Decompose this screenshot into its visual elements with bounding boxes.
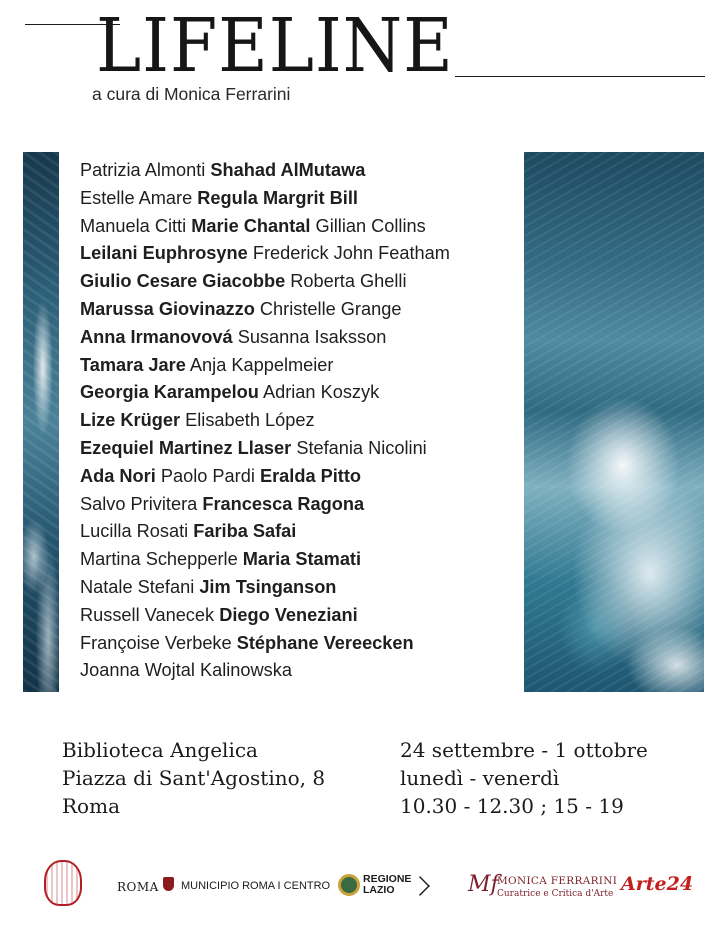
artist-name: Susanna Isaksson (237, 326, 387, 347)
artist-name: Giulio Cesare Giacobbe (80, 271, 286, 292)
artist-name: Lucilla Rosati (80, 521, 189, 542)
regione-line-2: LAZIO (363, 884, 395, 896)
artist-line (80, 491, 450, 519)
roma-shield-icon (163, 877, 174, 891)
artist-name: Marie Chantal (191, 215, 311, 236)
artist-name: Diego Veneziani (219, 604, 358, 625)
artist-line (80, 574, 450, 602)
opening-hours: 10.30 - 12.30 ; 15 - 19 (400, 794, 624, 818)
artist-line (80, 268, 450, 296)
artist-name: Joanna Wojtal Kalinowska (80, 660, 292, 681)
exhibition-title: LIFELINE (96, 3, 454, 89)
artist-line (80, 157, 450, 185)
artist-line (80, 296, 450, 324)
artist-line (80, 602, 450, 630)
artist-line (80, 630, 450, 658)
roma-logo: ROMA (117, 880, 159, 894)
sea-photo-strip-left (23, 152, 59, 692)
artist-name: Eralda Pitto (259, 465, 362, 486)
artist-name: Francesca Ragona (202, 493, 365, 514)
artist-name: Roberta Ghelli (290, 271, 407, 292)
artist-name: Paolo Pardi (160, 465, 255, 486)
artist-line (80, 435, 450, 463)
biblioteca-crest-icon (44, 860, 82, 906)
artist-line (80, 546, 450, 574)
sea-photo-panel-right (524, 152, 704, 692)
artist-name: Leilani Euphrosyne (80, 243, 248, 264)
sponsor-logos (0, 858, 723, 918)
title-rule-right (455, 76, 705, 77)
artist-name: Jim Tsinganson (199, 576, 337, 597)
venue-city: Roma (62, 794, 120, 818)
artist-name: Georgia Karampelou (80, 382, 259, 403)
mf-name: MONICA FERRARINI (497, 875, 618, 887)
mf-subtitle: Curatrice e Critica d'Arte (497, 889, 614, 899)
artist-name: Natale Stefani (80, 576, 195, 597)
artist-name: Gillian Collins (315, 215, 426, 236)
artist-name: Elisabeth López (185, 410, 315, 431)
artist-name: Shahad AlMutawa (210, 160, 366, 180)
artist-name: Salvo Privitera (80, 493, 198, 514)
municipio-logo: MUNICIPIO ROMA I CENTRO (181, 880, 331, 892)
artist-name: Regula Margrit Bill (197, 187, 358, 208)
exhibition-dates: 24 settembre - 1 ottobre (400, 738, 648, 762)
artist-name: Estelle Amare (80, 187, 193, 208)
artist-name: Ezequiel Martinez Llaser (80, 437, 292, 458)
artist-name: Françoise Verbeke (80, 632, 232, 653)
artist-line (80, 185, 450, 213)
artist-line (80, 352, 450, 380)
artist-name: Stéphane Vereecken (236, 632, 414, 653)
regione-line-1: REGIONE (363, 873, 412, 885)
opening-days: lunedì - venerdì (400, 766, 560, 790)
artist-name: Maria Stamati (242, 549, 362, 570)
schedule-block (400, 736, 648, 820)
artist-list (80, 157, 450, 685)
arte24-logo: Arte24 (621, 873, 694, 895)
artist-line (80, 324, 450, 352)
artist-line (80, 379, 450, 407)
regione-chevron-icon (410, 876, 430, 896)
artist-line (80, 407, 450, 435)
artist-name: Fariba Safai (193, 521, 297, 542)
artist-name: Anna Irmanovová (80, 326, 233, 347)
venue-name: Biblioteca Angelica (62, 738, 258, 762)
artist-name: Lize Krüger (80, 410, 181, 431)
artist-name: Martina Schepperle (80, 549, 238, 570)
artist-name: Manuela Citti (80, 215, 187, 236)
artist-name: Stefania Nicolini (296, 437, 427, 458)
artist-line (80, 240, 450, 268)
artist-name: Ada Nori (80, 465, 156, 486)
curator-credit: a cura di Monica Ferrarini (92, 84, 291, 104)
venue-address: Piazza di Sant'Agostino, 8 (62, 766, 326, 790)
artist-name: Marussa Giovinazzo (80, 298, 255, 319)
artist-line (80, 518, 450, 546)
artist-line (80, 213, 450, 241)
artist-name: Patrizia Almonti (80, 160, 206, 180)
regione-lazio-logo (363, 874, 411, 896)
artist-name: Adrian Koszyk (262, 382, 380, 403)
regione-lazio-emblem-icon (338, 874, 360, 896)
mf-monogram: Mf (468, 872, 499, 897)
artist-line (80, 463, 450, 491)
artist-name: Russell Vanecek (80, 604, 215, 625)
artist-line (80, 657, 450, 685)
artist-name: Tamara Jare (80, 354, 186, 375)
artist-name: Frederick John Featham (252, 243, 450, 264)
venue-block (62, 736, 325, 820)
artist-name: Anja Kappelmeier (189, 354, 334, 375)
artist-name: Christelle Grange (259, 298, 402, 319)
